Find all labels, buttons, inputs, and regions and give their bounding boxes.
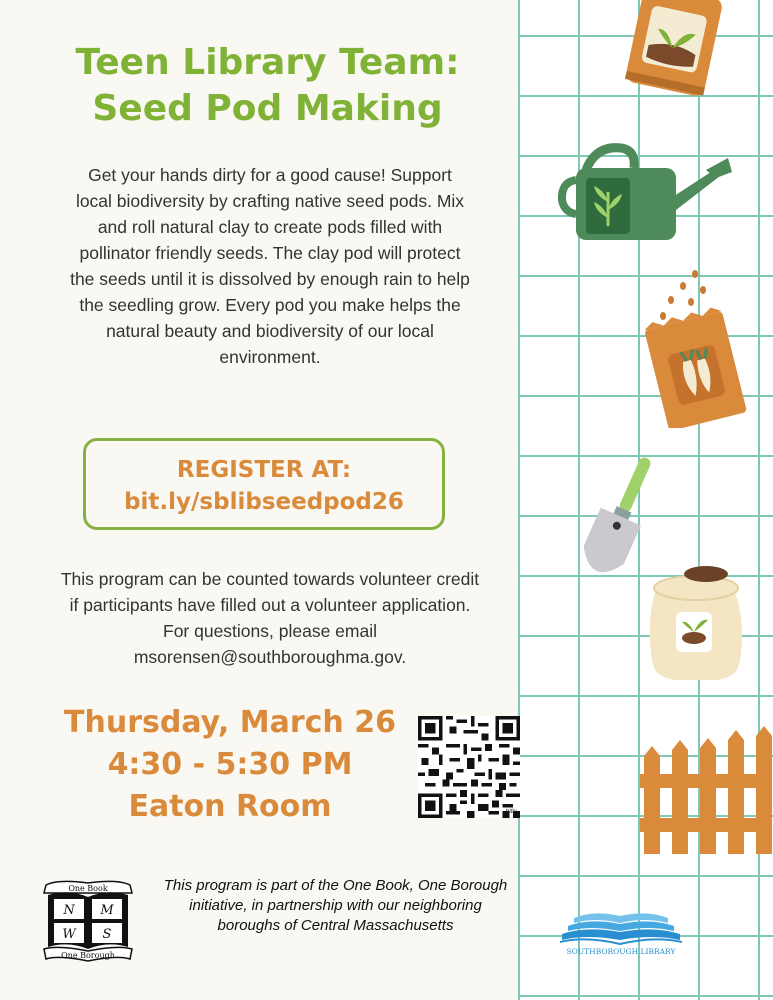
fence-icon <box>638 726 773 856</box>
seed-bag-icon <box>612 0 732 100</box>
watering-can-icon <box>556 140 736 250</box>
event-location: Eaton Room <box>128 789 332 824</box>
obob-letter-w: W <box>62 927 76 942</box>
library-name: SOUTHBOROUGH LIBRARY <box>566 947 676 956</box>
event-time: 4:30 - 5:30 PM <box>107 747 353 782</box>
soil-sack-icon <box>636 560 751 685</box>
register-link[interactable]: bit.ly/sblibseedpod26 <box>124 489 404 515</box>
register-box <box>83 438 445 530</box>
qr-caption: bitly <box>506 809 517 815</box>
southborough-library-logo <box>556 900 686 960</box>
obob-letter-n: N <box>63 903 75 918</box>
event-details <box>40 702 420 828</box>
obob-bottom-text: One Borough <box>61 951 115 960</box>
register-heading: REGISTER AT: <box>176 457 352 483</box>
seed-packet-icon <box>645 268 755 428</box>
obob-letter-m: M <box>100 903 114 918</box>
volunteer-credit-paragraph: This program can be counted towards volunteer credit if participants have filled out a volunteer application. For questions, please email msorensen@southboroughma.gov. <box>60 569 480 667</box>
obob-letter-s: S <box>102 927 112 942</box>
qr-code[interactable] <box>418 716 520 818</box>
page-title <box>20 40 515 132</box>
event-date: Thursday, March 26 <box>64 705 396 740</box>
intro-paragraph: Get your hands dirty for a good cause! Support local biodiversity by crafting native seed pods. Mix and roll natural clay to create pods filled with pollinator friendly seeds. The clay pod will protect the seeds until it is dissolved by enough rain to help the seedling grow. Every pod you make helps the natural beauty and biodiversity of our local environment. <box>70 165 470 367</box>
one-book-one-borough-logo <box>38 875 138 965</box>
partnership-note: This program is part of the One Book, One Borough initiative, in partnership with our neighboring boroughs of Central Massachusetts <box>163 877 508 934</box>
obob-top-text: One Book <box>68 884 108 893</box>
title-line-2: Seed Pod Making <box>92 88 443 129</box>
title-line-1: Teen Library Team: <box>75 42 460 83</box>
